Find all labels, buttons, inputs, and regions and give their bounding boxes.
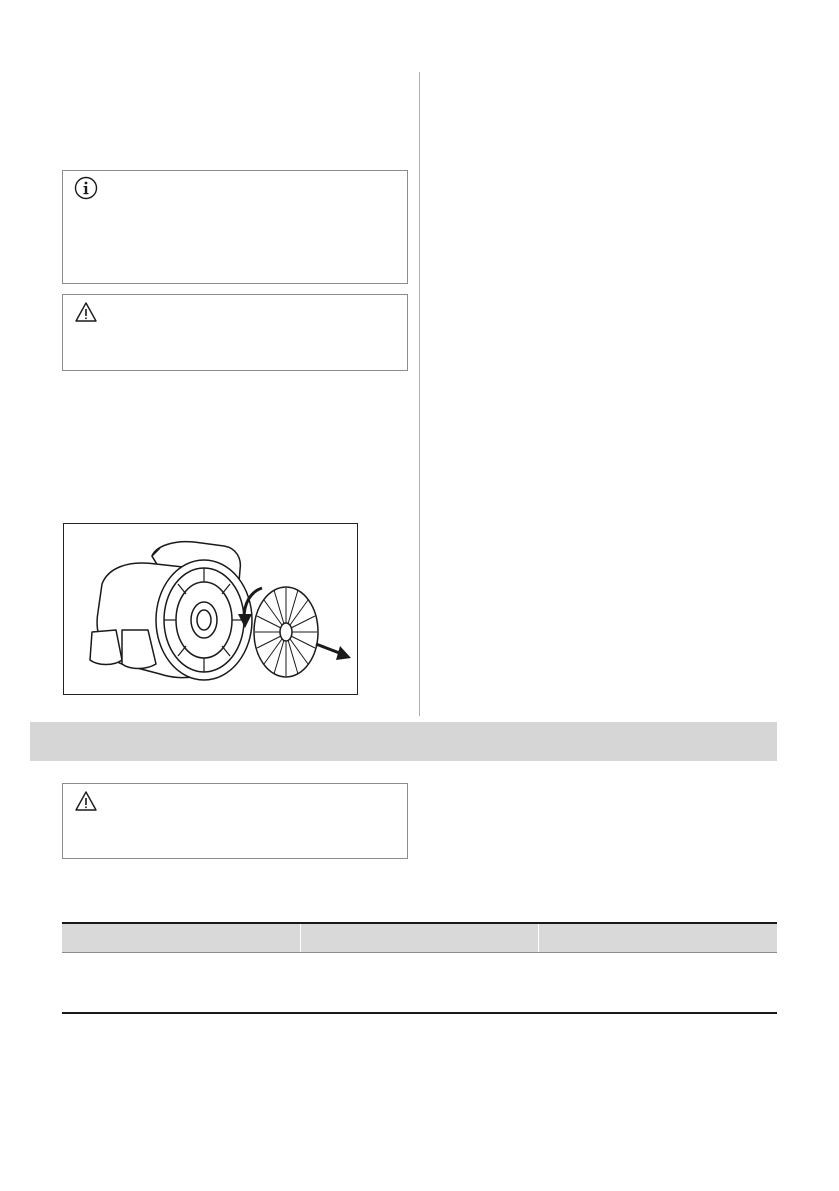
warning-box <box>62 783 408 859</box>
column-divider <box>419 72 420 716</box>
pull-arrow-icon <box>316 644 351 660</box>
table-cell <box>62 953 300 1012</box>
fan-motor-with-grease-filter-icon <box>64 524 359 696</box>
warning-box <box>62 294 408 371</box>
table-cell <box>300 953 538 1012</box>
table-header-cell <box>539 924 777 952</box>
warning-triangle-icon <box>74 789 98 813</box>
table-cell <box>539 953 777 1012</box>
info-circle-icon <box>74 176 98 200</box>
table-header-cell <box>62 924 301 952</box>
table-header-cell <box>301 924 540 952</box>
data-table <box>62 922 777 1014</box>
table-bottom-rule <box>62 1012 777 1014</box>
filter-removal-figure <box>63 523 358 695</box>
warning-triangle-icon <box>74 300 98 324</box>
section-heading-bar <box>30 722 777 761</box>
table-header-row <box>62 924 777 952</box>
table-row <box>62 953 777 1012</box>
info-note-box <box>62 170 408 284</box>
